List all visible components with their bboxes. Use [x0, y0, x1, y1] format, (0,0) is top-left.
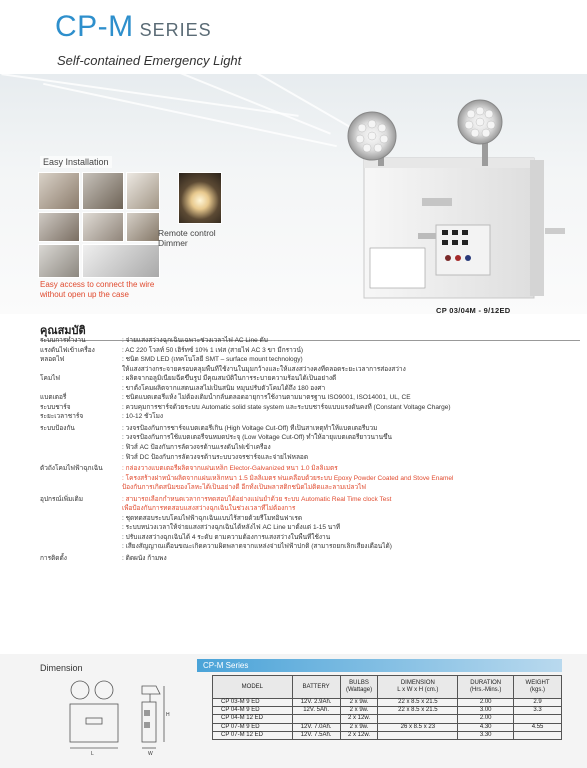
- spec-value: : ปรับแสงสว่างฉุกเฉินได้ 4 ระดับ ตามความต้องการแสงสว่างในพื้นที่ใช้งาน: [122, 533, 331, 541]
- spec-key: [40, 433, 122, 443]
- table-cell: 3.30: [458, 731, 514, 739]
- spec-key: [40, 504, 122, 514]
- spec-value: : สามารถเลือกกำหนดเวลาการทดสอบได้อย่างแม่นยำด้วย ระบบ Automatic Real Time clock Test: [122, 495, 392, 503]
- install-photo: [82, 212, 124, 242]
- spec-row: [40, 374, 580, 384]
- spec-row: [40, 424, 580, 434]
- spec-value: : ฟิวส์ AC ป้องกันการลัดวงจรด้านแรงดันไฟเข้าเครื่อง: [122, 444, 271, 452]
- table-header: BATTERY: [292, 676, 340, 699]
- dim-w-label: W: [148, 751, 153, 756]
- table-header: MODEL: [213, 676, 293, 699]
- remote-control-label: Remote control Dimmer: [158, 228, 216, 248]
- spec-row: [40, 365, 580, 375]
- spec-row: [40, 514, 580, 524]
- spec-row: [40, 554, 580, 564]
- table-cell: 4.30: [458, 723, 514, 731]
- dimension-label: Dimension: [40, 663, 83, 673]
- spec-value: : จ่ายแสงสว่างฉุกเฉินเฉพาะช่วงเวลาไฟ AC Line ดับ: [122, 337, 268, 344]
- spec-key: [40, 474, 122, 484]
- table-cell: 26 x 8.5 x 23: [378, 723, 458, 731]
- table-cell: 2 x 9w.: [340, 723, 378, 731]
- model-caption: CP 03/04M - 9/12ED: [436, 306, 511, 315]
- table-cell: [378, 715, 458, 723]
- table-cell: 2 x 12w.: [340, 731, 378, 739]
- spec-row: [40, 443, 580, 453]
- spec-value: : ผลิตจากอลูมิเนียมฉีดขึ้นรูป มีคุณสมบัติในการระบายความร้อนได้เป็นอย่างดี: [122, 375, 337, 383]
- table-row: [213, 723, 562, 731]
- table-cell: 22 x 8.5 x 21.5: [378, 707, 458, 715]
- table-cell: 22 x 8.5 x 21.5: [378, 699, 458, 707]
- spec-value: : ชุดทดสอบระบบโคมไฟฟ้าฉุกเฉินแบบไร้สายด้วยรีโมทอินฟาเรด: [122, 514, 303, 522]
- spec-value: : วงจรป้องกันการชาร์จแบตเตอรี่เกิน (High Voltage Cut-Off) ที่เป็นสาเหตุทำให้แบตเตอรี่บวม: [122, 424, 378, 432]
- table-cell: 12V. 5Ah.: [292, 707, 340, 715]
- spec-row: [40, 495, 580, 505]
- spec-row: [40, 355, 580, 365]
- table-cell: 3.00: [458, 707, 514, 715]
- spec-value: เพื่อป้องกันการทดสอบแสงสว่างฉุกเฉินในช่วงเวลาที่ไม่ต้องการ: [122, 505, 296, 513]
- spec-value: : 10-12 ชั่วโมง: [122, 413, 164, 421]
- table-cell: 2 x 9w.: [340, 699, 378, 707]
- dimmer-photo: [178, 172, 222, 224]
- spec-row: [40, 523, 580, 533]
- spec-key: การติดตั้ง: [40, 555, 67, 563]
- series-suffix: SERIES: [139, 20, 212, 40]
- spec-key: โคมไฟ: [40, 375, 60, 383]
- dim-h-label: H: [166, 712, 170, 718]
- install-photo: [38, 244, 80, 278]
- install-photo: [126, 212, 160, 242]
- spec-key: [40, 533, 122, 543]
- spec-table: [212, 675, 562, 740]
- spec-value: : ควบคุมการชาร์จด้วยระบบ Automatic solid state system และระบบชาร์จแบบแรงดันคงที่ (Constant Voltage Charge): [122, 403, 451, 411]
- table-cell: CP 04-M 12 ED: [213, 715, 293, 723]
- spec-value: : ฟิวส์ DC ป้องกันการลัดวงจรด้านระบบวงจรชาร์จและจ่ายไฟหลอด: [122, 453, 309, 461]
- table-cell: CP 03-M 9 ED: [213, 699, 293, 707]
- spec-value: : ขาตั้งโคมผลิตจากแสตนเลสไม่เป็นสนิม หมุนปรับตัวโคมได้ถึง 180 องศา: [122, 384, 326, 392]
- spec-row: [40, 504, 580, 514]
- table-header: DURATION (Hrs.-Mins.): [458, 676, 514, 699]
- spec-key: หลอดไฟ: [40, 356, 65, 364]
- table-row: [213, 715, 562, 723]
- spec-key: [40, 514, 122, 524]
- spec-key: แบตเตอรี่: [40, 394, 67, 402]
- spec-value: : เสียงสัญญาณเตือนขณะเกิดความผิดพลาดจากแหล่งจ่ายไฟฟ้าปกติ (สามารถยกเลิกเสียงเตือนได้): [122, 543, 392, 551]
- spec-value: : AC 220 โวลท์ 50 เฮิร์ทซ์ 10% 1 เฟส (สายไฟ AC 3 ขา มีกราวน์): [122, 346, 304, 354]
- spec-heading: คุณสมบัติ: [40, 321, 580, 341]
- spec-key: [40, 483, 122, 493]
- table-cell: 2.00: [458, 699, 514, 707]
- spec-row: [40, 412, 580, 422]
- spec-value: : กล่องวางแบตเตอรี่ผลิตจากแผ่นเหล็ก Elector-Galvanized หนา 1.0 มิลลิเมตร: [122, 465, 338, 473]
- table-cell: [514, 731, 562, 739]
- series-table-label: CP-M Series: [197, 659, 562, 672]
- table-cell: [378, 731, 458, 739]
- table-cell: 2 x 12w.: [340, 715, 378, 723]
- spec-value: : ติดผนัง ก้ามพง: [122, 555, 167, 563]
- spec-key: ระยะเวลาชาร์จ: [40, 413, 84, 421]
- page-subtitle: Self-contained Emergency Light: [57, 53, 242, 68]
- spec-row: [40, 336, 580, 346]
- spec-key: ระบบป้องกัน: [40, 424, 75, 432]
- spec-key: [40, 453, 122, 463]
- table-cell: 12V. 7.0Ah.: [292, 723, 340, 731]
- dim-l-label: L: [91, 751, 94, 756]
- spec-row: [40, 384, 580, 394]
- spec-key: [40, 384, 122, 394]
- table-header: DIMENSION L x W x H (cm.): [378, 676, 458, 699]
- spec-key: แรงดันไฟเข้าเครื่อง: [40, 346, 95, 354]
- table-cell: 12V. 7.5Ah.: [292, 731, 340, 739]
- spec-row: [40, 483, 580, 493]
- lamp-head-right: [458, 100, 502, 144]
- installation-photos: [38, 172, 160, 282]
- spec-row: [40, 533, 580, 543]
- table-cell: [292, 715, 340, 723]
- spec-row: [40, 346, 580, 356]
- easy-installation-label: Easy Installation: [40, 156, 112, 168]
- spec-key: [40, 542, 122, 552]
- table-header: WEIGHT (kgs.): [514, 676, 562, 699]
- page-title: CP-M SERIES: [55, 10, 212, 43]
- table-row: [213, 731, 562, 739]
- lamp-head-left: [348, 112, 396, 160]
- spec-row: [40, 464, 580, 474]
- spec-key: [40, 365, 122, 375]
- spec-key: อุปกรณ์เพิ่มเติม: [40, 495, 84, 503]
- table-cell: 3.3: [514, 707, 562, 715]
- spec-key: [40, 443, 122, 453]
- spec-row: [40, 542, 580, 552]
- spec-value: ป้องกันการเกิดสนิมของโลหะได้เป็นอย่างดี อีกทั้งเป็นพลาสติกชนิดไม่ติดและลามเปลวไฟ: [122, 484, 366, 492]
- table-cell: 12V. 2.9Ah.: [292, 699, 340, 707]
- spec-key: ระบบการทำงาน: [40, 337, 86, 344]
- spec-value: ให้แสงสว่างกระจายครอบคลุมพื้นที่ใช้งานในมุมกว้างและให้แสงสว่างคงที่ตลอดระยะเวลาการส่องสว่าง: [122, 365, 406, 373]
- install-photo: [38, 212, 80, 242]
- spec-key: ระบบชาร์จ: [40, 403, 71, 411]
- spec-row: [40, 393, 580, 403]
- table-cell: 2.9: [514, 699, 562, 707]
- install-photo: [126, 172, 160, 210]
- table-cell: 2 x 9w.: [340, 707, 378, 715]
- table-row: [213, 707, 562, 715]
- table-cell: 4.55: [514, 723, 562, 731]
- table-cell: CP 04-M 9 ED: [213, 707, 293, 715]
- spec-key: [40, 523, 122, 533]
- spec-value: : โครงสร้างฝาหน้าผลิตจากแผ่นเหล็กหนา 1.5 มิลลิเมตร พ่นเคลือบด้วยระบบ Epoxy Powder Coated and Stove Enamel: [122, 474, 454, 482]
- table-header: BULBS (Wattage): [340, 676, 378, 699]
- spec-row: [40, 433, 580, 443]
- table-row: [213, 699, 562, 707]
- spec-value: : ระบบหน่วงเวลาให้จ่ายแสงสว่างฉุกเฉินได้หลังไฟ AC Line มาตั้งแต่ 1-15 นาที: [122, 524, 341, 532]
- install-photo: [82, 172, 124, 210]
- table-cell: CP 07-M 12 ED: [213, 731, 293, 739]
- dimension-drawing: [64, 676, 180, 756]
- table-cell: [514, 715, 562, 723]
- install-photo: [82, 244, 160, 278]
- easy-access-note: Easy access to connect the wire without open up the case: [40, 280, 155, 299]
- install-photo: [38, 172, 80, 210]
- spec-value: : ชนิด SMD LED (เทคโนโลยี SMT – surface mount technology): [122, 356, 303, 364]
- spec-row: [40, 403, 580, 413]
- spec-key: ตัวถังโคมไฟฟ้าฉุกเฉิน: [40, 465, 103, 473]
- spec-value: : วงจรป้องกันการใช้แบตเตอรี่จนหมดประจุ (Low Voltage Cut-Off) ทำให้อายุแบตเตอรี่ยาวนานขึ้น: [122, 434, 392, 442]
- spec-row: [40, 453, 580, 463]
- spec-value: : ชนิดแบตเตอรี่แห้ง ไม่ต้องเติมน้ำกลั่นตลอดอายุการใช้งานตามมาตรฐาน ISO9001, ISO14001, UL, CE: [122, 394, 411, 402]
- spec-list: [40, 336, 580, 564]
- table-cell: 2.00: [458, 715, 514, 723]
- spec-row: [40, 474, 580, 484]
- table-cell: CP 07-M 9 ED: [213, 723, 293, 731]
- product-image: [330, 98, 570, 308]
